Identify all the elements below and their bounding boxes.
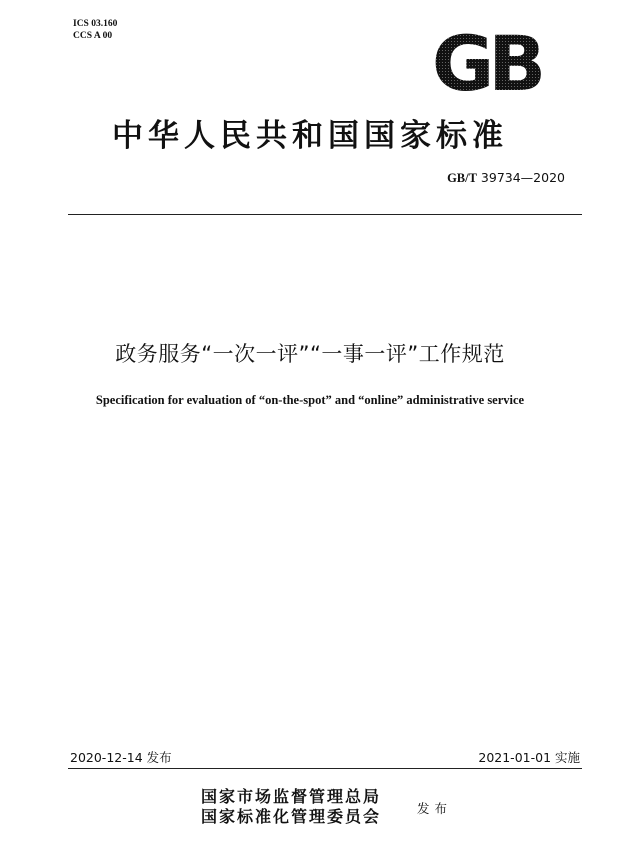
implementation-date: 2021-01-01 实施 — [478, 750, 580, 765]
document-title-english: Specification for evaluation of “on-the-spot” and “online” administrative service — [95, 393, 525, 407]
issue-date: 2020-12-14 发布 — [70, 750, 172, 765]
standard-type-title: 中华人民共和国国家标准 — [112, 118, 508, 154]
bottom-divider — [68, 768, 582, 769]
issuer-samr: 国家市场监督管理总局 — [201, 787, 382, 806]
issuing-authorities — [201, 787, 381, 827]
svg-text:GB: GB — [431, 28, 541, 98]
gb-logo — [420, 28, 552, 98]
standard-number-prefix: GB/T — [447, 171, 477, 185]
document-title-chinese: 政务服务“一次一评”“一事一评”工作规范 — [115, 342, 505, 366]
top-divider — [68, 214, 582, 215]
ics-code: ICS 03.160 — [73, 19, 118, 29]
classification-codes — [73, 18, 117, 42]
ccs-code: CCS A 00 — [73, 31, 113, 41]
standard-number — [447, 170, 565, 186]
publish-label: 发布 — [417, 801, 453, 816]
standard-number-value: 39734—2020 — [480, 170, 565, 185]
issuer-sac: 国家标准化管理委员会 — [201, 807, 382, 826]
